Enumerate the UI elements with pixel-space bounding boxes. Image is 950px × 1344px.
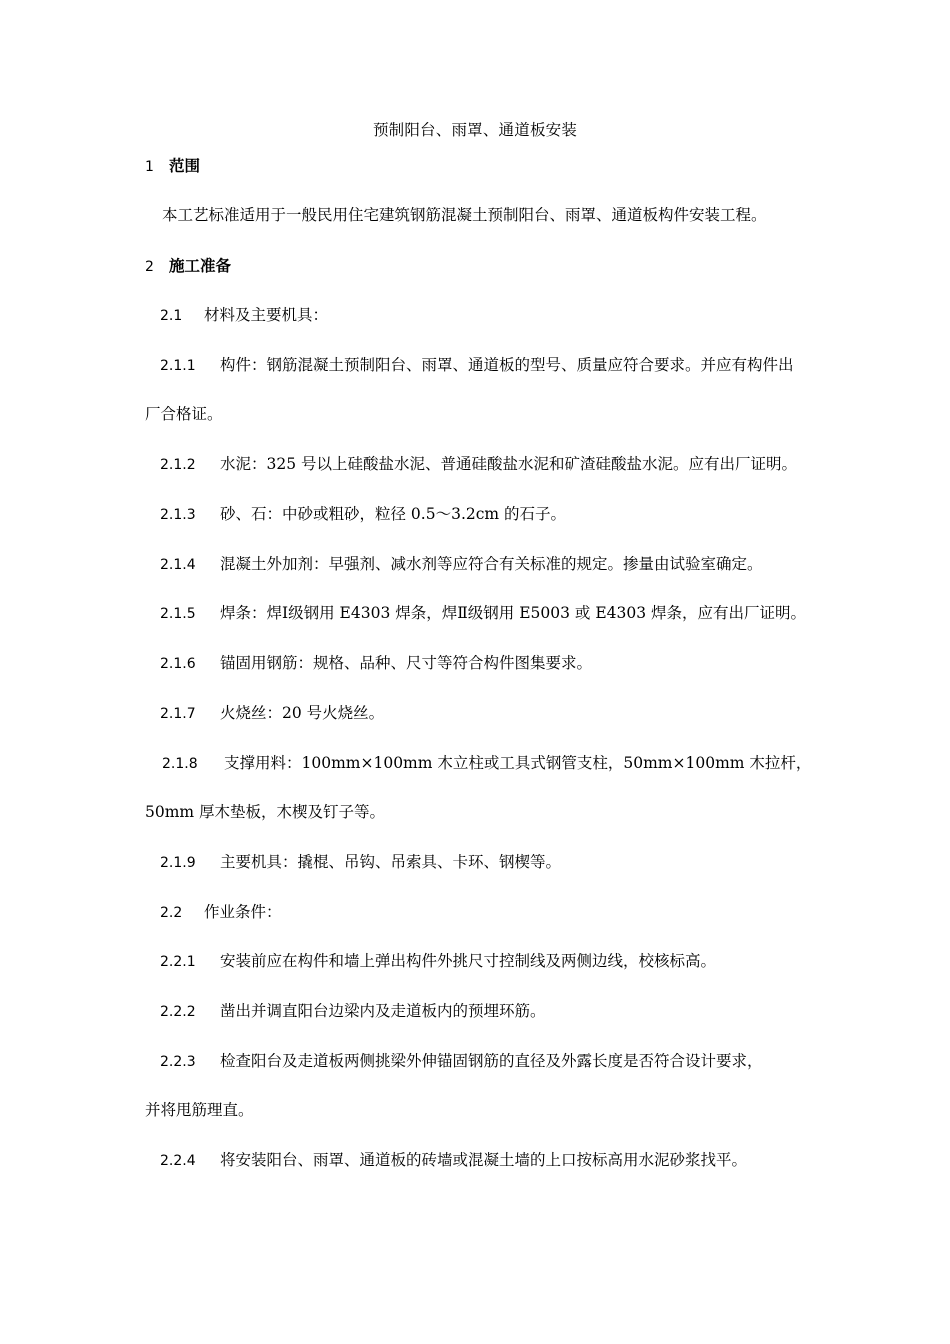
- clause-text: 将安装阳台、雨罩、通道板的砖墙或混凝土墙的上口按标高用水泥砂浆找平。: [220, 1151, 748, 1169]
- clause-2-1: [160, 303, 328, 325]
- clause-2-1-2: [160, 452, 797, 474]
- clause-text: 支撑用料：100mm×100mm 木立柱或工具式钢管支柱，50mm×100mm 木拉杆，: [224, 754, 812, 772]
- clause-2-1-8-continuation: 50mm 厚木垫板，木楔及钉子等。: [145, 803, 386, 821]
- clause-2-1-4: [160, 552, 763, 574]
- clause-2-2-3: [160, 1049, 763, 1071]
- clause-2-1-1: [160, 353, 794, 375]
- clause-2-1-6: [160, 651, 592, 673]
- section-title: 施工准备: [169, 256, 232, 275]
- clause-2-1-1-continuation: 厂合格证。: [145, 405, 223, 423]
- section-2-heading: [145, 254, 231, 276]
- clause-text: 焊条：焊Ⅰ级钢用 E4303 焊条，焊Ⅱ级钢用 E5003 或 E4303 焊条，应有出厂证明。: [220, 604, 807, 622]
- clause-2-1-5: [160, 601, 806, 623]
- clause-number: 2.1: [160, 308, 183, 324]
- clause-number: 2.1.6: [160, 656, 196, 672]
- clause-number: 2.1.8: [162, 756, 198, 772]
- document-title: 预制阳台、雨罩、通道板安装: [372, 121, 578, 139]
- clause-number: 2.2.3: [160, 1054, 196, 1070]
- clause-text: 混凝土外加剂：早强剂、减水剂等应符合有关标准的规定。掺量由试验室确定。: [220, 555, 763, 573]
- clause-text: 锚固用钢筋：规格、品种、尺寸等符合构件图集要求。: [220, 654, 593, 672]
- clause-text: 火烧丝：20 号火烧丝。: [220, 704, 385, 722]
- clause-text: 检查阳台及走道板两侧挑梁外伸锚固钢筋的直径及外露长度是否符合设计要求，: [220, 1052, 763, 1070]
- clause-number: 2.1.5: [160, 606, 196, 622]
- clause-2-2-1: [160, 949, 716, 971]
- section-1-heading: [145, 154, 200, 176]
- section-1-paragraph: 本工艺标准适用于一般民用住宅建筑钢筋混凝土预制阳台、雨罩、通道板构件安装工程。: [162, 206, 767, 224]
- clause-number: 2.2.2: [160, 1004, 196, 1020]
- clause-number: 2.1.3: [160, 507, 196, 523]
- clause-text: 凿出并调直阳台边梁内及走道板内的预埋环筋。: [220, 1002, 546, 1020]
- clause-text: 安装前应在构件和墙上弹出构件外挑尺寸控制线及两侧边线，校核标高。: [220, 952, 717, 970]
- clause-number: 2.2.1: [160, 954, 196, 970]
- clause-text: 构件：钢筋混凝土预制阳台、雨罩、通道板的型号、质量应符合要求。并应有构件出: [220, 356, 794, 374]
- clause-number: 2.2: [160, 905, 183, 921]
- clause-2-2-3-continuation: 并将甩筋理直。: [145, 1101, 254, 1119]
- clause-text: 材料及主要机具：: [204, 306, 329, 324]
- clause-number: 2.1.2: [160, 457, 196, 473]
- clause-number: 2.1.7: [160, 706, 196, 722]
- clause-2-2-2: [160, 999, 546, 1021]
- clause-2-1-7: [160, 701, 384, 723]
- clause-2-1-9: [160, 850, 561, 872]
- clause-number: 2.1.4: [160, 557, 196, 573]
- clause-text: 主要机具：撬棍、吊钩、吊索具、卡环、钢楔等。: [220, 853, 562, 871]
- clause-text: 水泥：325 号以上硅酸盐水泥、普通硅酸盐水泥和矿渣硅酸盐水泥。应有出厂证明。: [220, 455, 798, 473]
- section-number: 2: [145, 259, 154, 275]
- section-number: 1: [145, 159, 154, 175]
- section-title: 范围: [169, 156, 201, 175]
- clause-number: 2.1.9: [160, 855, 196, 871]
- clause-2-2: [160, 900, 282, 922]
- clause-2-1-8: [162, 751, 811, 773]
- clause-2-2-4: [160, 1148, 747, 1170]
- clause-number: 2.2.4: [160, 1153, 196, 1169]
- clause-2-1-3: [160, 502, 566, 524]
- clause-number: 2.1.1: [160, 358, 196, 374]
- clause-text: 砂、石：中砂或粗砂，粒径 0.5～3.2cm 的石子。: [220, 505, 567, 523]
- clause-text: 作业条件：: [204, 903, 282, 921]
